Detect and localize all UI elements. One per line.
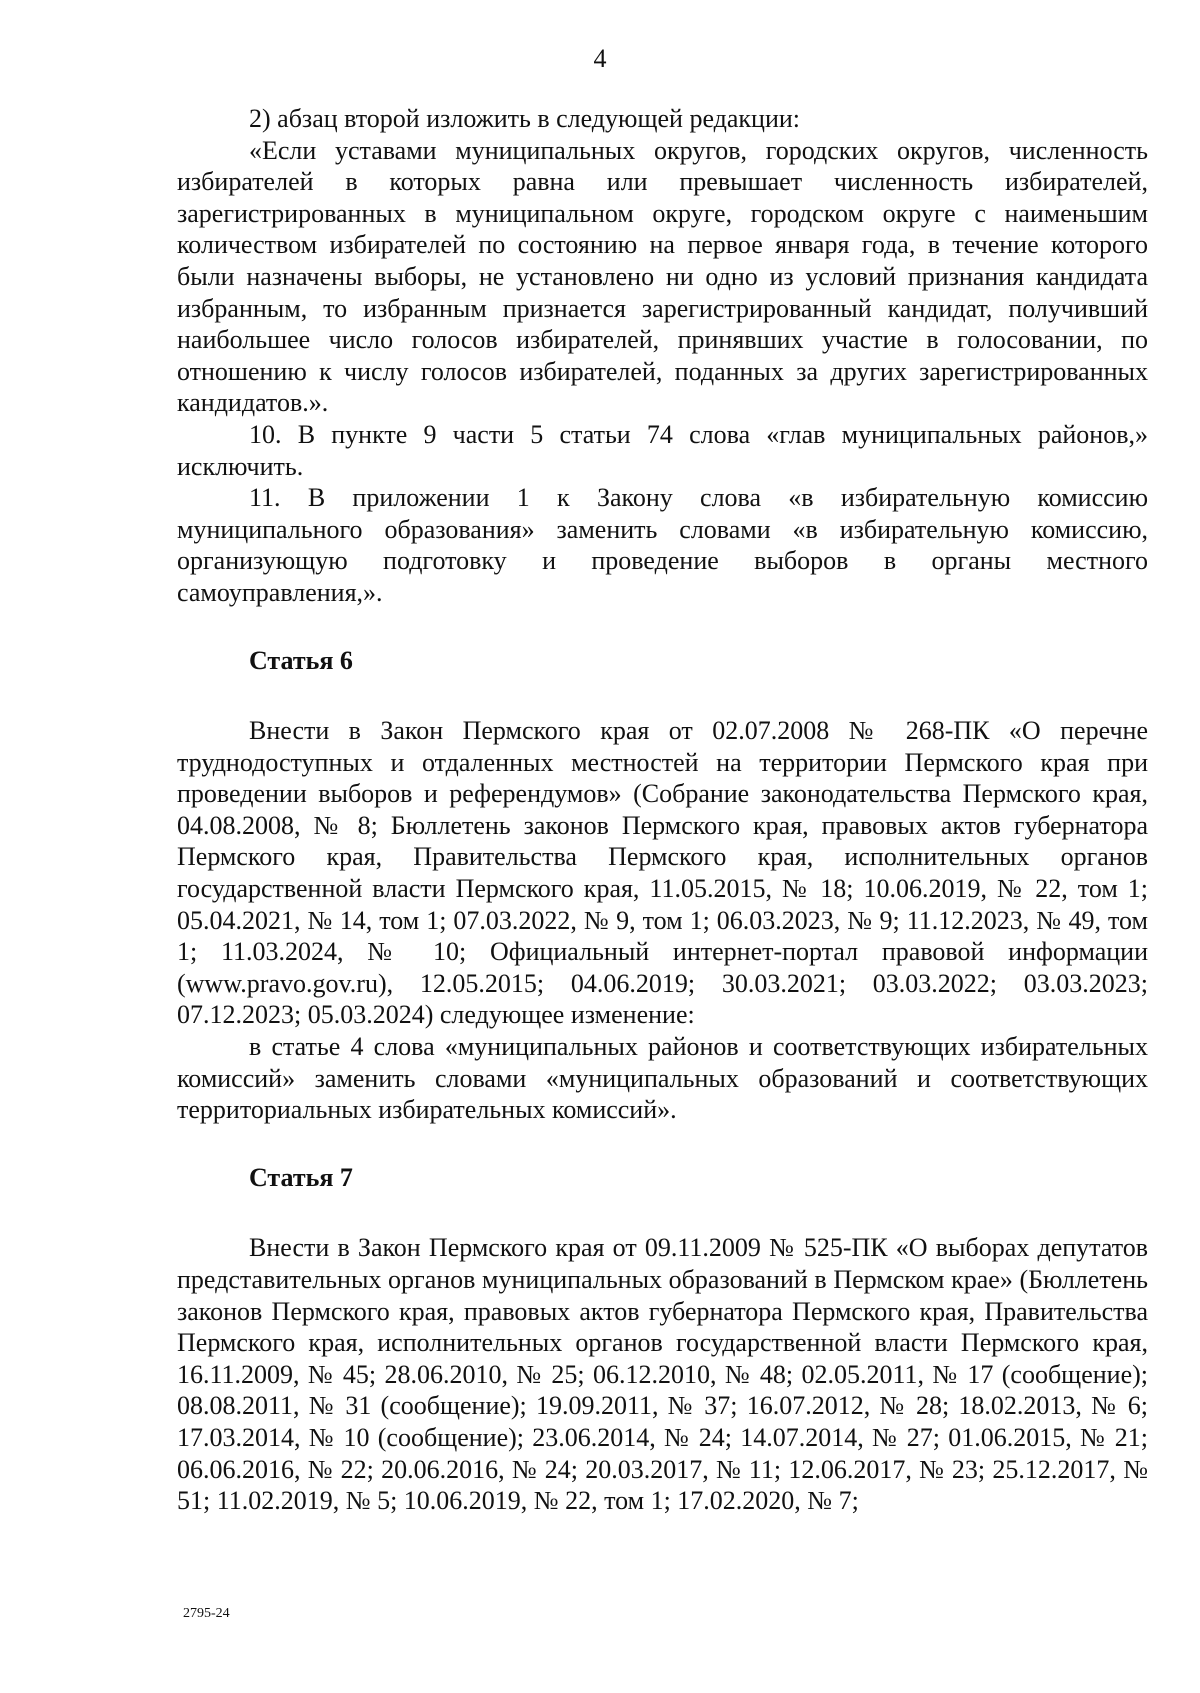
- paragraph-item-10: 10. В пункте 9 части 5 статьи 74 слова «глав муниципальных районов,» исключить.: [177, 419, 1148, 481]
- article-7-paragraph: Внести в Закон Пермского края от 09.11.2009 № 525-ПК «О выборах депутатов представительных органов муниципальных образований в Пермском крае» (Бюллетень законов Пермского края, правовых актов губернатора Пермского края, Правительства Пермского края, исполнительных органов государственной власти Пермского края, 16.11.2009, № 45; 28.06.2010, № 25; 06.12.2010, № 48; 02.05.2011, № 17 (сообщение); 08.08.2011, № 31 (сообщение); 19.09.2011, № 37; 16.07.2012, № 28; 18.02.2013, № 6; 17.03.2014, № 10 (сообщение); 23.06.2014, № 24; 14.07.2014, № 27; 01.06.2015, № 21; 06.06.2016, № 22; 20.06.2016, № 24; 20.03.2017, № 11; 12.06.2017, № 23; 25.12.2017, № 51; 11.02.2019, № 5; 10.06.2019, № 22, том 1; 17.02.2020, № 7;: [177, 1233, 1148, 1516]
- document-body: [177, 103, 1148, 1517]
- page-number: 4: [593, 44, 607, 73]
- article-7-heading: Статья 7: [249, 1162, 353, 1192]
- document-code: 2795-24: [183, 1606, 230, 1621]
- paragraph-amendment-intro: 2) абзац второй изложить в следующей редакции:: [249, 104, 801, 133]
- article-6-change: в статье 4 слова «муниципальных районов и соответствующих избирательных комиссий» заменить словами «муниципальных образований и соответствующих территориальных избирательных комиссий».: [177, 1032, 1148, 1125]
- article-6-paragraph: Внести в Закон Пермского края от 02.07.2008 № 268-ПК «О перечне труднодоступных и отдаленных местностей на территории Пермского края при проведении выборов и референдумов» (Собрание законодательства Пермского края, 04.08.2008, № 8; Бюллетень законов Пермского края, правовых актов губернатора Пермского края, Правительства Пермского края, исполнительных органов государственной власти Пермского края, 11.05.2015, № 18; 10.06.2019, № 22, том 1; 05.04.2021, № 14, том 1; 07.03.2022, № 9, том 1; 06.03.2023, № 9; 11.12.2023, № 49, том 1; 11.03.2024, № 10; Официальный интернет-портал правовой информации (www.pravo.gov.ru), 12.05.2015; 04.06.2019; 30.03.2021; 03.03.2022; 03.03.2023; 07.12.2023; 05.03.2024) следующее изменение:: [177, 716, 1148, 1030]
- paragraph-item-11: 11. В приложении 1 к Закону слова «в избирательную комиссию муниципального образования» заменить словами «в избирательную комиссию, организующую подготовку и проведение выборов в органы местного самоуправления,».: [177, 483, 1148, 607]
- article-6-heading: Статья 6: [249, 645, 353, 675]
- paragraph-amendment-text: «Если уставами муниципальных округов, городских округов, численность избирателей в которых равна или превышает численность избирателей, зарегистрированных в муниципальном округе, городском округе с наименьшим количеством избирателей по состоянию на первое января года, в течение которого были назначены выборы, не установлено ни одно из условий признания кандидата избранным, то избранным признается зарегистрированный кандидат, получивший наибольшее число голосов избирателей, принявших участие в голосовании, по отношению к числу голосов избирателей, поданных за других зарегистрированных кандидатов.».: [177, 135, 1148, 418]
